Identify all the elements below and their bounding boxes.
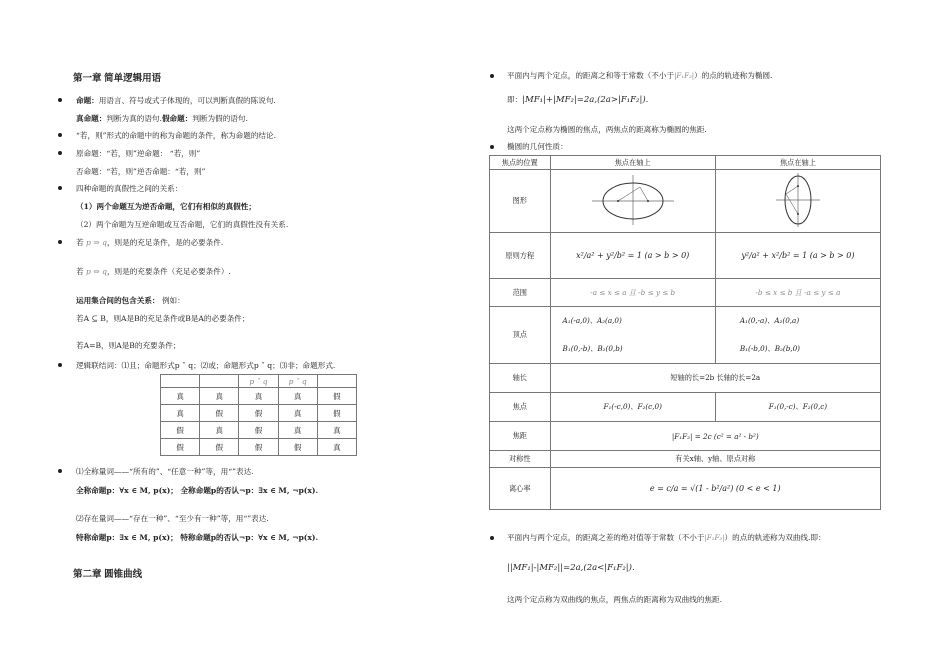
tt-cell: 真: [161, 405, 200, 422]
table-row: [490, 170, 881, 233]
tt-cell: 真: [317, 439, 356, 456]
bullet: [58, 98, 62, 102]
table-header: 焦点的位置: [490, 156, 551, 170]
tt-cell: 真: [278, 422, 317, 439]
universal-quantifier: ⑴全称量词——“所有的”、“任意一种”等，用“”表达.: [76, 467, 254, 476]
bullet: [490, 536, 494, 540]
table-header: 焦点在轴上: [715, 156, 880, 170]
tt-cell: 真: [239, 388, 278, 405]
row-label: 轴长: [490, 364, 551, 393]
tt-cell: 假: [161, 439, 200, 456]
cell: -a ≤ x ≤ a 且 -b ≤ y ≤ b: [550, 279, 715, 307]
tt-header-cell: p ˇ q: [278, 375, 317, 388]
table-row: [161, 439, 357, 456]
sufficient-condition: 若 p ⇒ q，则是的充足条件，是的必要条件.: [76, 238, 224, 247]
tt-header-cell: [161, 375, 200, 388]
row-label: 离心率: [490, 468, 551, 510]
row-label: 焦距: [490, 422, 551, 451]
tt-cell: 假: [239, 422, 278, 439]
ellipse-properties-table: [489, 155, 881, 510]
truth-table: [160, 374, 357, 456]
four-props-title: 四种命题的真假性之间的关系：: [76, 184, 183, 193]
cell: 短轴的长=2b 长轴的长=2a: [550, 364, 880, 393]
tt-cell: 假: [278, 439, 317, 456]
bullet: [58, 133, 62, 137]
table-row: [490, 364, 881, 393]
table-row: [490, 233, 881, 279]
vertex-b: B₁(-b,0)、B₂(b,0): [739, 344, 800, 353]
chapter2-title: 第二章 圆锥曲线: [73, 569, 143, 580]
ellipse-graph-horizontal: [550, 170, 715, 233]
bullet: [58, 151, 62, 155]
hyperbola-foci-text: 这两个定点称为双曲线的焦点，两焦点的距离称为双曲线的焦距.: [507, 595, 723, 604]
table-row: [490, 279, 881, 307]
tt-cell: 真: [317, 422, 356, 439]
table-row: [490, 451, 881, 468]
bullet: [58, 363, 62, 367]
table-row: [161, 422, 357, 439]
ellipse-graph-vertical: [715, 170, 880, 233]
bullet: [490, 145, 494, 149]
cell: 有关x轴、y轴、原点对称: [550, 451, 880, 468]
row-label: 范围: [490, 279, 551, 307]
table-row: [490, 156, 881, 170]
bullet: [58, 469, 62, 473]
table-row: [490, 307, 881, 364]
set-relation: 运用集合间的包含关系： 例如：: [76, 296, 185, 305]
tt-header-cell: [317, 375, 356, 388]
tt-cell: 真: [161, 388, 200, 405]
table-row: [490, 468, 881, 510]
bullet: [490, 74, 494, 78]
existential-proposition: 特称命题p：∃x ∈ M, p(x)； 特称命题p的否认¬p：∀x ∈ M, ¬p(x).: [76, 533, 319, 542]
rule-1: （1）两个命题互为逆否命题，它们有相似的真假性；: [76, 202, 256, 211]
existential-quantifier: ⑵存在量词——“存在一种”、“至少有一种”等，用“”表达.: [76, 514, 269, 523]
ellipse-foci-text: 这两个定点称为椭圆的焦点，两焦点的距离称为椭圆的焦距.: [507, 125, 707, 134]
vertex-a: A₁(0,-a)、A₂(0,a): [739, 316, 800, 325]
cell: -b ≤ x ≤ b 且 -a ≤ y ≤ a: [715, 279, 880, 307]
vertex-a: A₁(-a,0)、A₂(a,0): [562, 316, 622, 325]
tt-cell: 真: [278, 388, 317, 405]
iff-condition: 若 p ⇔ q，则是的充要条件（充足必要条件）.: [76, 267, 231, 276]
logic-connectives: 逻辑联结词：⑴且；命题形式p ˆ q；⑵或；命题形式p ˇ q；⑶非；命题形式.: [76, 361, 336, 370]
tt-cell: 假: [317, 388, 356, 405]
original-converse: 原命题：“若，则”逆命题： “若，则”: [76, 149, 201, 158]
ellipse-props-title: 椭圆的几何性质：: [507, 142, 568, 151]
universal-proposition: 全称命题p：∀x ∈ M, p(x)； 全称命题p的否认¬p：∃x ∈ M, ¬p(x).: [76, 486, 319, 495]
hyperbola-definition: 平面内与两个定点，的距离之差的绝对值等于常数（不小于|F₁F₂|）的点的轨迹称为双曲线.即：: [507, 533, 826, 542]
table-row: [490, 422, 881, 451]
cell: F₁(-c,0)、F₂(c,0): [550, 393, 715, 422]
tt-cell: 真: [200, 422, 239, 439]
tt-cell: 假: [239, 439, 278, 456]
tt-cell: 假: [317, 405, 356, 422]
tt-cell: 假: [239, 405, 278, 422]
row-label: 原则方程: [490, 233, 551, 279]
tt-header-cell: [200, 375, 239, 388]
rule-2: （2）两个命题为互逆命题或互否命题，它们的真假性没有关系.: [76, 220, 289, 229]
hyperbola-equation: ||MF₁|-|MF₂||=2a,(2a<|F₁F₂|).: [507, 563, 635, 573]
set-line-2: 若A=B，则A是B的充要条件；: [76, 341, 181, 350]
ellipse-equation: 即：|MF₁|+|MF₂|=2a,(2a>|F₁F₂|).: [507, 95, 649, 105]
condition-text: “若，则”形式的命题中的称为命题的条件，称为命题的结论.: [76, 131, 277, 140]
tt-cell: 真: [200, 388, 239, 405]
cell: |F₁F₂| = 2c (c² = a² - b²): [550, 422, 880, 451]
tt-cell: 假: [200, 439, 239, 456]
set-line-1: 若A ⊆ B，则A是B的充足条件或B是A的必要条件；: [76, 314, 250, 323]
bullet: [58, 186, 62, 190]
tt-cell: 假: [161, 422, 200, 439]
cell: [550, 307, 715, 364]
tt-header-cell: p ˆ q: [239, 375, 278, 388]
row-label: 顶点: [490, 307, 551, 364]
vertex-b: B₁(0,-b)、B₂(0,b): [562, 344, 623, 353]
row-label: 对称性: [490, 451, 551, 468]
cell: x²/a² + y²/b² = 1 (a > b > 0): [550, 233, 715, 279]
table-row: [490, 393, 881, 422]
tt-cell: 真: [278, 405, 317, 422]
cell: y²/a² + x²/b² = 1 (a > b > 0): [715, 233, 880, 279]
chapter1-title: 第一章 简单逻辑用语: [73, 73, 162, 84]
true-false-def: 真命题：判断为真的语句.假命题：判断为假的语句.: [76, 114, 248, 123]
row-label: 图形: [490, 170, 551, 233]
cell: [715, 307, 880, 364]
table-row: [161, 405, 357, 422]
bullet: [58, 240, 62, 244]
table-row: [161, 388, 357, 405]
cell: e = c/a = √(1 - b²/a²) (0 < e < 1): [550, 468, 880, 510]
proposition-def: 命题：用语言、符号或式子体现的，可以判断真假的陈说句.: [76, 96, 276, 105]
tt-cell: 假: [200, 405, 239, 422]
inverse-contrapositive: 否命题：“若，则”逆否命题：“若，则”: [76, 167, 206, 176]
table-header: 焦点在轴上: [550, 156, 715, 170]
cell: F₁(0,-c)、F₂(0,c): [715, 393, 880, 422]
row-label: 焦点: [490, 393, 551, 422]
ellipse-definition: 平面内与两个定点，的距离之和等于常数（不小于|F₁F₂|）的点的轨迹称为椭圆.: [507, 71, 773, 80]
